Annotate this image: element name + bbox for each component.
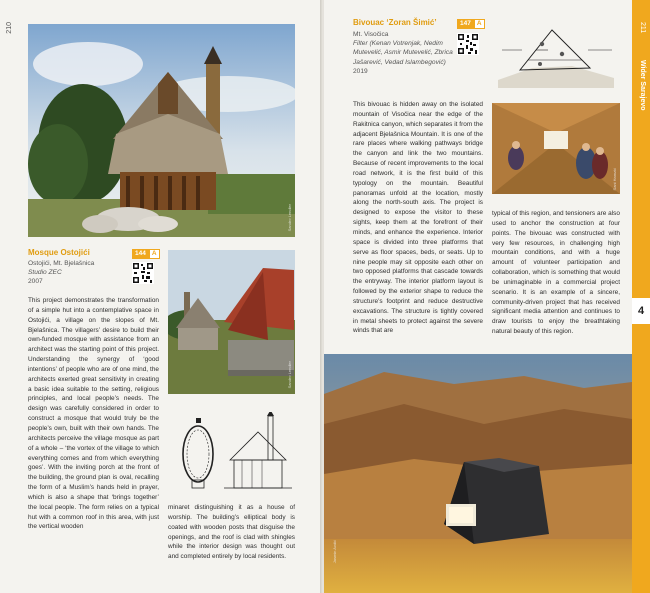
mosque-year: 2007 <box>28 278 43 286</box>
mosque-text-col1: This project demonstrates the transformation of a simple hut into a contemplative space in Ostojići, a village on the slopes of Mt. Bjelašnica. The villagers’ desire to build their own-funded mosque with assistance from an architect was the starting point of this project. Understanding the synergy of ‘good intentions’ of people who are of one mind, the architects exerted great sensitivity in creating a basic idea suitable to the setting, religious principles, and local people’s needs. The design was carefully considered in order to construct a mosque that would truly be the people’s own, built with their own hands. The architects perceive the village mosque as part of a whole – ‘the vortex of the village to which everything comes and from which everything goes’. With the inviting porch at the front of the building, the ground plan is oval, recalling the form of a Muslim’s hands held in prayer, which is also a shape that ‘brings together’ the local people. The form relies on a typical hut with a common roof in this area, with just the vertical wooden <box>28 297 159 531</box>
section-tab-label: Wider Sarajevo <box>639 60 646 111</box>
credit-mosque-old: Sandro Lendler <box>287 360 292 388</box>
old-hut-illustration <box>168 250 295 394</box>
mosque-title: Mosque Ostojići <box>28 248 90 257</box>
page-number-left: 210 <box>6 22 13 34</box>
mosque-qr-code[interactable] <box>132 262 154 284</box>
bivouac-section-drawing <box>492 20 620 88</box>
mosque-old-photo <box>168 250 295 394</box>
bivouac-exterior-illustration <box>324 354 632 593</box>
bivouac-cross-section <box>492 20 620 88</box>
mosque-architect: Studio ZEC <box>28 269 62 277</box>
bivouac-meta <box>353 30 453 76</box>
mosque-meta <box>28 259 128 287</box>
bivouac-text-col1: This bivouac is hidden away on the isolated mountain of Visočica near the edge of the Rakitnica canyon, which separates it from the adjacent Bjelašnica Mountain. It is one of the rare places where walking pathways bridge the canyon and link the two mountains. Because of recent improvements to the local road network, it is the first build of this typology on the mountain. Beautiful panoramas unfold at the location, mostly along the north-south axis. The project is designed to expose the visitor to these sights, keep them at the forefront of their minds, and enhance the experience. Interior space is divided into three platforms that serve as floor spaces, beds, or seats. Up to nine people may sit opposite each other on two opposed platforms that cascade towards the entryway. The interior platform layout is followed by the exterior shape to reduce the structure’s footprint and reduce destructive excavations. The structure is tightly covered in metal sheets to protect against the severe winds that are <box>353 101 483 335</box>
credit-mosque-exterior: Sandro Lendler <box>287 203 292 231</box>
chapter-number-badge: 4 <box>632 298 650 324</box>
page-number-right: 211 <box>639 22 646 34</box>
mosque-plan-drawing <box>172 412 296 492</box>
mosque-map-badge: 144 A <box>132 249 160 259</box>
mosque-location: Ostojići, Mt. Bjelašnica <box>28 260 95 267</box>
right-page <box>324 0 650 593</box>
credit-bivouac-exterior: Jasmin Avdić <box>332 539 337 563</box>
plan-and-section-drawing <box>172 412 296 492</box>
bivouac-architects: Filter (Kenan Votrenjak, Nedim Mutevelić, Asmir Mutevelić, Zbrica Jašarević, Vedad Islambegović) <box>353 40 453 66</box>
mosque-exterior-illustration <box>28 24 295 237</box>
bivouac-text-col2: typical of this region, and tensioners are also used to anchor the construction at four points. The bivouac was constructed with very few resources, in challenging high mountain conditions, and with a huge amount of volunteer participation and collaboration, which is something that would be unimaginable in a commercial project scenario. It is an example of a sincere, community-driven project that has received significant media attention and continues to draw tourists to enjoy the breathtaking natural beauty of this region. <box>492 210 620 336</box>
left-page <box>0 0 322 593</box>
bivouac-title: Bivouac ‘Zoran Šimić’ <box>353 18 437 27</box>
bivouac-location: Mt. Visočica <box>353 31 389 38</box>
bivouac-qr-code[interactable] <box>457 33 479 55</box>
bivouac-interior-photo <box>492 103 620 194</box>
bivouac-year: 2019 <box>353 67 368 75</box>
mosque-text-col2: minaret distinguishing it as a house of worship. The building’s elliptical body is coated with wooden posts that disguise the openings, and the roof is clad with shingles while the interior design was thought out and completed entirely by local residents. <box>168 504 295 561</box>
bivouac-interior-illustration <box>492 103 620 194</box>
bivouac-map-badge: 147 A <box>457 19 485 29</box>
bivouac-exterior-photo <box>324 354 632 593</box>
credit-bivouac-interior: Sani Hamzić <box>612 167 617 190</box>
mosque-exterior-photo <box>28 24 295 237</box>
section-tab-strip <box>632 0 650 593</box>
